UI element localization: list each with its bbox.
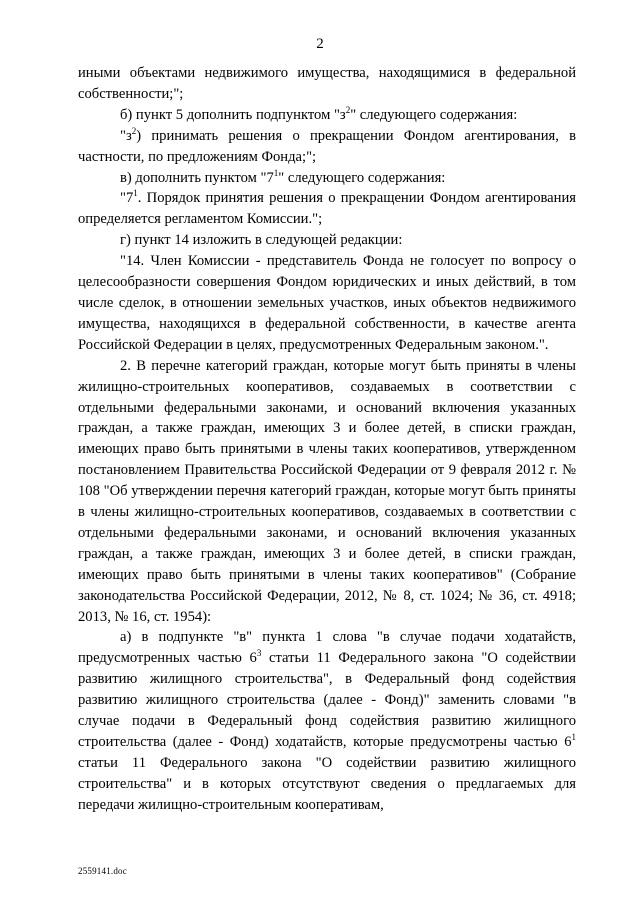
document-body (78, 63, 576, 816)
superscript: 2 (345, 104, 351, 115)
paragraph-item-v: в) дополнить пунктом "$7^1$" следующего содержания: (120, 167, 446, 186)
superscript: 1 (133, 188, 138, 199)
superscript: 2 (131, 125, 137, 136)
paragraph-quote-71: "$7^1$. Порядок принятия решения о прекращении Фондом агентирования определяется регламентом Комиссии."; (78, 188, 576, 228)
paragraph-quote-z2: "$з^2$) принимать решения о прекращении Фондом агентирования, в частности, по предложениям Фонда;"; (78, 125, 576, 165)
superscript: 3 (256, 648, 262, 659)
paragraph-item-a: а) в подпункте "в" пункта 1 слова "в случае подачи ходатайств, предусмотренных частью $6^3$ статьи 11 Федерального закона "О содействии развитию жилищного строительства", в Федеральный фонд содействия развитию жилищного строительства (далее - Фонд)" заменить словами "в случае подачи в Федеральный фонд содействия развитию жилищного строительства (далее - Фонд) ходатайств, которые предусмотрены частью $6^1$ статьи 11 Федерального закона "О содействии развитию жилищного строительства" и в которых отсутствуют сведения о предлагаемых для передачи жилищно-строительным кооперативам, (78, 629, 576, 813)
superscript: 1 (571, 732, 576, 742)
paragraph-section-2: 2. В перечне категорий граждан, которые могут быть приняты в члены жилищно-строительных кооперативов, создаваемых в соответствии с отдельными федеральными законами, и оснований включения указанных граждан, а также граждан, имеющих 3 и более детей, в списки граждан, имеющих право быть принятыми в члены таких кооперативов, утвержденном постановлением Правительства Российской Федерации от 9 февраля 2012 г. № 108 "Об утверждении перечня категорий граждан, которые могут быть приняты в члены жилищно-строительных кооперативов, создаваемых в соответствии с отдельными федеральными законами, и оснований включения указанных граждан, а также граждан, имеющих 3 и более детей, в списки граждан, имеющих право быть принятыми в члены таких кооперативов" (Собрание законодательства Российской Федерации, 2012, № 8, ст. 1024; № 36, ст. 4918; 2013, № 16, ст. 1954): (78, 357, 576, 625)
paragraph-item-b: б) пункт 5 дополнить подпунктом "$з^2$" следующего содержания: (120, 104, 518, 123)
paragraph-item-g: г) пункт 14 изложить в следующей редакции: (120, 232, 403, 249)
page-number: 2 (316, 36, 324, 52)
superscript: 1 (273, 167, 279, 178)
file-name-footer: 2559141.doc (78, 866, 127, 876)
paragraph-quote-14: "14. Член Комиссии - представитель Фонда не голосует по вопросу о целесообразности совершения Фондом юридических и иных действий, в том числе сделок, в отношении земельных участков, иных объектов недвижимого имущества, находящихся в федеральной собственности, в качестве агента Российской Федерации в целях, предусмотренных Федеральным законом.". (78, 253, 576, 353)
paragraph-continuation: иными объектами недвижимого имущества, находящимися в федеральной собственности;"; (78, 65, 576, 102)
